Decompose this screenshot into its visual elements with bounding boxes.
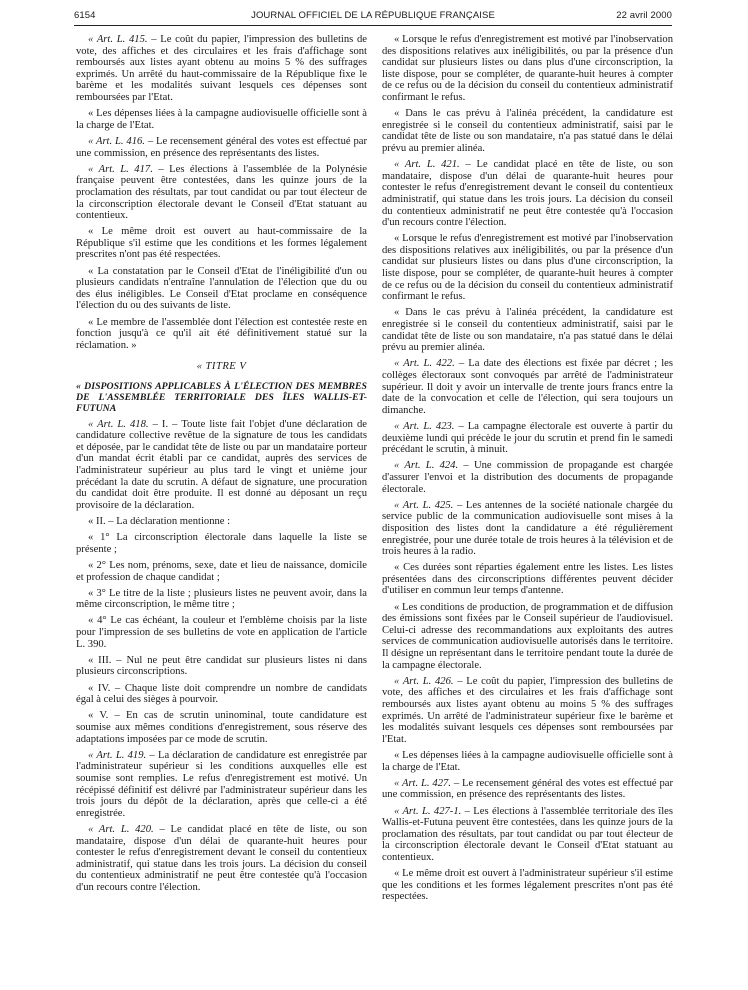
article-paragraph (382, 460, 673, 495)
body-paragraph: « II. – La déclaration mentionne : (88, 515, 231, 527)
body-paragraph: « IV. – Chaque liste doit comprendre un nombre de candidats égal à celui des sièges à pourvoir. (76, 682, 367, 706)
section-heading: « DISPOSITIONS APPLICABLES À L'ÉLECTION DES MEMBRES DE L'ASSEMBLÉE TERRITORIALE DES ÎLES WALLIS-ET-FUTUNA (76, 381, 367, 415)
article-text: – Le candidat placé en tête de liste, ou son mandataire, dispose d'un délai de quarante-huit heures pour contester le refus d'enregistrement devant le conseil du contentieux administratif, qui statue dans les trois jours. La décision du conseil du contentieux administratif ne peut être contestée qu'à l'occasion d'un recours contre l'élection. (76, 823, 367, 893)
article-text: – Le recensement général des votes est effectué par une commission, en présence des représentants des listes. (382, 777, 673, 801)
article-paragraph (382, 159, 673, 229)
body-paragraph: « Le même droit est ouvert à l'administrateur supérieur s'il estime que les conditions et les formes légalement prescrites n'ont pas été respectées. (382, 868, 673, 903)
article-reference: « Art. L. 426. (394, 675, 454, 687)
body-paragraph: « V. – En cas de scrutin uninominal, toute candidature est soumise aux mêmes conditions d'enregistrement, sous réserve des adaptations imposées par ce mode de scrutin. (76, 710, 367, 745)
article-reference: « Art. L. 421. (394, 159, 460, 171)
body-paragraph: « III. – Nul ne peut être candidat sur plusieurs listes ni dans plusieurs circonscriptions. (76, 654, 367, 678)
article-reference: « Art. L. 416. (88, 135, 145, 147)
article-text: – Le recensement général des votes est effectué par une commission, en présence des représentants des listes. (76, 135, 367, 159)
article-reference: « Art. L. 415. (88, 34, 148, 45)
article-reference: « Art. L. 418. (88, 418, 149, 430)
article-reference: « Art. L. 422. (394, 358, 455, 370)
body-paragraph: « Les dépenses liées à la campagne audiovisuelle officielle sont à la charge de l'Etat. (382, 749, 673, 773)
body-paragraph: « 2° Les nom, prénoms, sexe, date et lieu de naissance, domicile et profession de chaque candidat ; (76, 559, 367, 583)
left-column (76, 34, 367, 984)
right-column (382, 34, 673, 984)
article-text: – Une commission de propagande est chargée d'assurer l'envoi et la distribution des documents de propagande électorale. (382, 460, 673, 495)
body-paragraph: « 4° Le cas échéant, la couleur et l'emblème choisis par la liste pour l'impression de ses bulletins de vote en application de l'article L. 390. (76, 615, 367, 650)
body-paragraph: « Lorsque le refus d'enregistrement est motivé par l'inobservation des dispositions relatives aux inéligibilités, ou par la présence d'un candidat sur plusieurs listes ou dans plus d'une circonscription, la liste dispose, pour se compléter, de quarante-huit heures à compter de ce refus ou de la décision du conseil du contentieux administratif confirmant le refus. (382, 34, 673, 103)
article-text: – Le coût du papier, l'impression des bulletins de vote, des affiches et des circulaires et les frais d'affichage sont remboursés aux listes ayant obtenu au moins 5 % des suffrages exprimés. Un arrêté du haut-commissaire de la République fixe le barème et les modalités suivant lesquels ces dépenses sont remboursées par l'Etat. (76, 34, 367, 103)
article-text: – La date des élections est fixée par décret ; les collèges électoraux sont convoqués par arrêté de l'administrateur supérieur. Il doit y avoir un intervalle de trente jours francs entre la date de la convocation et celle de l'élection, qui sera toujours un dimanche. (382, 358, 673, 416)
article-paragraph (382, 676, 673, 746)
article-paragraph (76, 136, 367, 159)
article-paragraph (76, 750, 367, 820)
article-reference: « Art. L. 419. (88, 749, 147, 761)
article-reference: « Art. L. 425. (394, 499, 454, 511)
article-text: – I. – Toute liste fait l'objet d'une déclaration de candidature collective revêtue de la signature de tous les candidats et déposée, par le candidat tête de liste ou par un mandataire porteur d'un mandat écrit établi par ce candidat, auprès des services de l'administrateur supérieur au plus tard le vingt et unième jour précédant la date du scrutin. A défaut de signature, une procuration du candidat doit être produite. Il est donné au déposant un reçu provisoire de la déclaration. (76, 418, 367, 511)
article-text: – Les élections à l'assemblée de la Polynésie française peuvent être contestées, dans les quinze jours de la proclamation des résultats, par tout candidat ou par tout électeur de la circonscription électorale devant le Conseil d'Etat statuant au contentieux. (76, 163, 367, 222)
title-heading: « TITRE V (196, 361, 247, 373)
article-text: – Le candidat placé en tête de liste, ou son mandataire, dispose d'un délai de quarante-huit heures pour contester le refus d'enregistrement devant le conseil du contentieux administratif, qui statue dans les trois jours. La décision du conseil du contentieux administratif ne peut être contestée qu'à l'occasion d'un recours contre l'élection. (382, 159, 673, 229)
article-paragraph (382, 421, 673, 456)
body-paragraph: « Lorsque le refus d'enregistrement est motivé par l'inobservation des dispositions relatives aux inéligibilités, ou par la présence d'un candidat sur plusieurs listes ou dans plus d'une circonscription, la liste dispose, pour se compléter, de quarante-huit heures à compter de ce refus ou de la décision du conseil du contentieux administratif confirmant le refus. (382, 233, 673, 303)
article-reference: « Art. L. 424. (394, 460, 459, 472)
body-paragraph: « Dans le cas prévu à l'alinéa précédent, la candidature est enregistrée si le conseil du contentieux administratif, saisi par le candidat tête de liste ou son mandataire, n'a pas statué dans le délai prévu au premier alinéa. (382, 108, 673, 154)
article-reference: « Art. L. 420. (88, 823, 154, 835)
article-paragraph (382, 358, 673, 416)
issue-date: 22 avril 2000 (616, 10, 672, 21)
article-text: – La déclaration de candidature est enregistrée par l'administrateur supérieur si les conditions auxquelles elle est soumise sont remplies. Le refus d'enregistrement est motivé. Un récépissé définitif est délivré par l'administrateur supérieur dans les trois jours du dépôt de la déclaration, après que celle-ci a été enregistrée. (76, 749, 367, 819)
article-paragraph (76, 164, 367, 222)
header-rule (74, 25, 672, 26)
article-paragraph (382, 778, 673, 801)
body-paragraph: « Le membre de l'assemblée dont l'élection est contestée reste en fonction jusqu'à ce qu'il ait été définitivement statué sur la réclamation. » (76, 316, 367, 351)
article-reference: « Art. L. 427. (394, 777, 451, 789)
body-paragraph: « Les dépenses liées à la campagne audiovisuelle officielle sont à la charge de l'Etat. (76, 108, 367, 131)
article-paragraph (76, 34, 367, 104)
article-text: – Les élections à l'assemblée territoriale des îles Wallis-et-Futuna peuvent être contestées, dans les quinze jours de la proclamation des résultats, par tout candidat ou par tout électeur de la circonscription électorale devant le Conseil d'Etat statuant au contentieux. (382, 805, 673, 863)
article-paragraph (76, 419, 367, 512)
journal-title: JOURNAL OFFICIEL DE LA RÉPUBLIQUE FRANÇAISE (251, 10, 495, 21)
body-paragraph: « Les conditions de production, de programmation et de diffusion des émissions sont fixées par le Conseil supérieur de l'audiovisuel. Celui-ci adresse des recommandations aux exploitants des autres services de communication audiovisuelle autorisés dans le territoire. Il désigne un représentant dans le territoire pendant toute la durée de la campagne électorale. (382, 601, 673, 671)
article-reference: « Art. L. 417. (88, 163, 153, 175)
body-paragraph: « Le même droit est ouvert au haut-commissaire de la République s'il estime que les conditions et les formes légalement prescrites n'ont pas été respectées. (76, 226, 367, 261)
article-text: – Le coût du papier, l'impression des bulletins de vote, des affiches et des circulaires et les frais d'affichage sont remboursés aux listes ayant obtenu au moins 5 % des suffrages exprimés. Un arrêté de l'administrateur supérieur fixe le barème et les modalités suivant lesquels ces dépenses sont remboursées par l'Etat. (382, 675, 673, 745)
article-reference: « Art. L. 427-1. (394, 805, 462, 817)
body-paragraph: « 1° La circonscription électorale dans laquelle la liste se présente ; (76, 532, 367, 555)
body-paragraph: « La constatation par le Conseil d'Etat de l'inéligibilité d'un ou plusieurs candidats n'entraîne l'annulation de l'élection que du ou des élus inéligibles. Le Conseil d'Etat proclame en conséquence l'élection du ou des suivants de liste. (76, 265, 367, 312)
body-paragraph: « Dans le cas prévu à l'alinéa précédent, la candidature est enregistrée si le conseil du contentieux administratif, saisi par le candidat tête de liste ou son mandataire, n'a pas statué dans le délai prévu au premier alinéa. (382, 307, 673, 354)
page-number: 6154 (74, 10, 96, 21)
article-reference: « Art. L. 423. (394, 420, 455, 432)
body-paragraph: « Ces durées sont réparties également entre les listes. Les listes présentées dans des circonscriptions différentes peuvent décider d'utiliser en commun leur temps d'antenne. (382, 562, 673, 597)
article-text: – Les antennes de la société nationale chargée du service public de la communication audiovisuelle sont mises à la disposition des listes dont la candidature a été régulièrement enregistrée, pour une durée totale de trois heures à la télévision et de trois heures à la radio. (382, 499, 673, 558)
body-paragraph: « 3° Le titre de la liste ; plusieurs listes ne peuvent avoir, dans la même circonscription, le même titre ; (76, 587, 367, 611)
article-text: – La campagne électorale est ouverte à partir du deuxième lundi qui précède le jour du scrutin et prend fin le samedi précédant le scrutin, à minuit. (382, 420, 673, 456)
article-paragraph (382, 806, 673, 864)
page-header (74, 10, 672, 26)
article-paragraph (76, 824, 367, 894)
article-paragraph (382, 500, 673, 558)
